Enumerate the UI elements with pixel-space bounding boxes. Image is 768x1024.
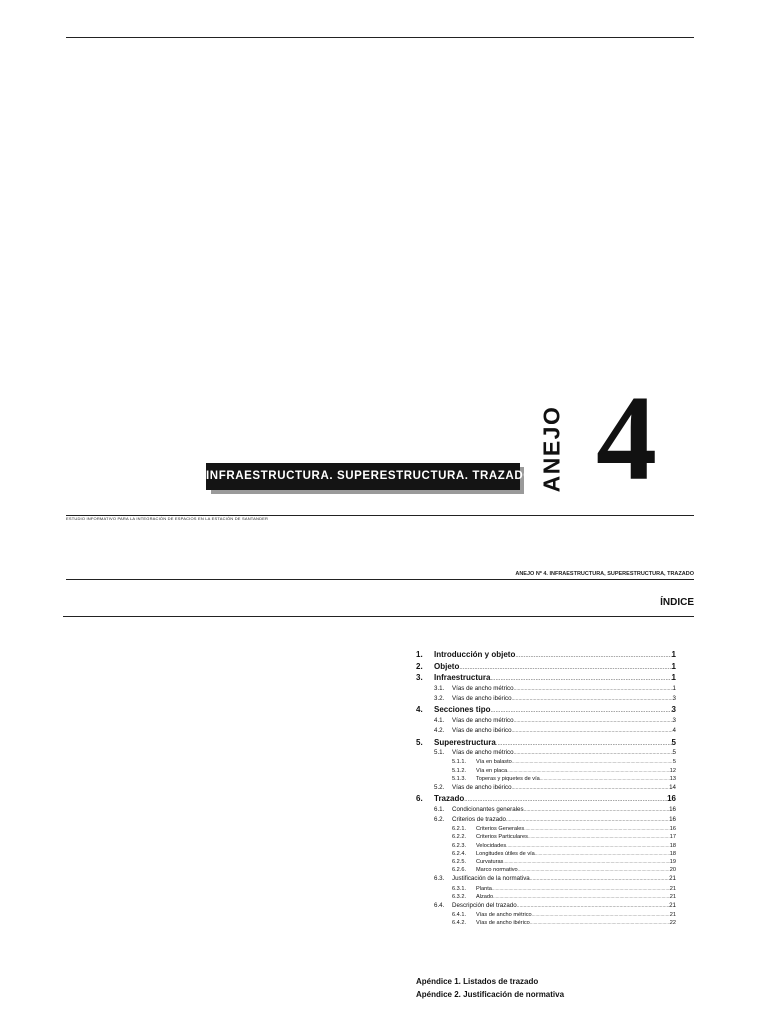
toc-leader-dots bbox=[532, 912, 670, 917]
toc-entry-number: 5.1.3. bbox=[452, 775, 466, 782]
toc-leader-dots bbox=[496, 741, 672, 747]
toc-entry-page: 1 bbox=[671, 661, 676, 671]
toc-leader-dots bbox=[528, 834, 670, 839]
toc-entry-number: 3. bbox=[416, 673, 423, 683]
toc-entry-number: 4.2. bbox=[434, 727, 445, 735]
toc-entry-title: Descripción del trazado bbox=[452, 901, 517, 909]
anejo-number: 4 bbox=[596, 371, 657, 506]
toc-entry-number: 6.2.3. bbox=[452, 842, 466, 849]
toc-entry[interactable] bbox=[416, 768, 676, 776]
toc-leader-dots bbox=[514, 750, 673, 756]
table-of-contents bbox=[416, 650, 676, 928]
anejo-label bbox=[538, 405, 565, 493]
toc-entry-page: 16 bbox=[669, 816, 676, 823]
toc-entry[interactable] bbox=[416, 776, 676, 784]
toc-entry-page: 16 bbox=[667, 794, 676, 804]
toc-entry-number: 6.2.6. bbox=[452, 867, 466, 874]
toc-entry[interactable] bbox=[416, 759, 676, 767]
toc-entry-title: Criterios de trazado bbox=[452, 816, 506, 823]
toc-entry-number: 5.1. bbox=[434, 749, 445, 757]
toc-entry[interactable] bbox=[416, 894, 676, 902]
toc-entry[interactable] bbox=[416, 738, 676, 750]
toc-leader-dots bbox=[507, 768, 670, 773]
toc-entry[interactable] bbox=[416, 886, 676, 894]
toc-entry[interactable] bbox=[416, 826, 676, 834]
toc-entry-page: 18 bbox=[669, 842, 676, 849]
toc-entry-number: 6.4.1. bbox=[452, 912, 466, 919]
appendix-2-entry[interactable]: Apéndice 2. Justificación de normativa bbox=[416, 990, 565, 999]
toc-leader-dots bbox=[512, 785, 670, 791]
toc-leader-dots bbox=[493, 894, 670, 899]
index-heading-rule bbox=[63, 616, 694, 617]
toc-entry-title: Velocidades bbox=[476, 842, 507, 849]
toc-entry-page: 5 bbox=[671, 737, 676, 747]
toc-entry-title: Criterios Particulares bbox=[476, 834, 528, 841]
toc-entry[interactable] bbox=[416, 673, 676, 685]
toc-entry-title: Vías de ancho métrico bbox=[452, 717, 514, 725]
toc-entry-title: Superestructura bbox=[434, 737, 496, 747]
toc-entry-title: Vías de ancho métrico bbox=[452, 749, 514, 757]
toc-entry-title: Condicionantes generales bbox=[452, 805, 524, 813]
toc-entry-page: 21 bbox=[669, 893, 676, 900]
toc-leader-dots bbox=[492, 886, 670, 891]
toc-entry-page: 14 bbox=[669, 783, 676, 791]
toc-leader-dots bbox=[459, 665, 671, 671]
toc-entry-title: Vías de ancho ibérico bbox=[452, 695, 512, 703]
toc-entry-page: 3 bbox=[672, 717, 676, 725]
toc-leader-dots bbox=[514, 686, 673, 692]
toc-entry-number: 6.2. bbox=[434, 816, 445, 823]
toc-entry[interactable] bbox=[416, 662, 676, 674]
toc-entry-page: 16 bbox=[669, 826, 676, 833]
toc-leader-dots bbox=[518, 867, 670, 872]
toc-entry-page: 19 bbox=[669, 858, 676, 865]
toc-entry-number: 6.2.5. bbox=[452, 858, 466, 865]
toc-entry[interactable] bbox=[416, 695, 676, 705]
toc-entry-page: 5 bbox=[672, 749, 676, 757]
toc-leader-dots bbox=[490, 708, 671, 714]
top-rule bbox=[66, 37, 694, 38]
toc-entry-page: 1 bbox=[672, 685, 676, 693]
toc-entry-title: Marco normativo bbox=[476, 867, 518, 874]
toc-entry-title: Planta bbox=[476, 885, 492, 892]
toc-entry[interactable] bbox=[416, 875, 676, 885]
toc-entry-title: Trazado bbox=[434, 794, 465, 804]
running-head: ANEJO Nº 4. INFRAESTRUCTURA, SUPERESTRUCTURA, TRAZADO bbox=[515, 571, 694, 577]
toc-entry-number: 4.1. bbox=[434, 717, 445, 725]
toc-leader-dots bbox=[524, 826, 670, 831]
toc-entry[interactable] bbox=[416, 717, 676, 727]
toc-entry-title: Criterios Generales bbox=[476, 826, 525, 833]
toc-entry-number: 1. bbox=[416, 650, 423, 659]
toc-entry-title: Vía en balasto bbox=[476, 759, 512, 766]
toc-entry-page: 16 bbox=[669, 805, 676, 813]
appendix-1-entry[interactable]: Apéndice 1. Listados de trazado bbox=[416, 977, 539, 986]
toc-entry[interactable] bbox=[416, 859, 676, 867]
toc-leader-dots bbox=[506, 843, 670, 848]
toc-entry-page: 12 bbox=[669, 767, 676, 774]
toc-entry-number: 6.4. bbox=[434, 901, 445, 909]
toc-entry-page: 3 bbox=[671, 705, 676, 715]
toc-entry-number: 6.1. bbox=[434, 805, 445, 813]
toc-leader-dots bbox=[512, 696, 673, 702]
toc-entry-page: 5 bbox=[672, 759, 676, 766]
toc-entry-number: 3.1. bbox=[434, 685, 445, 693]
toc-entry-title: Justificación de la normativa bbox=[452, 875, 530, 883]
toc-leader-dots bbox=[464, 797, 667, 803]
toc-entry-number: 3.2. bbox=[434, 695, 445, 703]
toc-entry[interactable] bbox=[416, 867, 676, 875]
toc-entry-number: 6.4.2. bbox=[452, 920, 466, 927]
toc-leader-dots bbox=[524, 807, 670, 813]
toc-leader-dots bbox=[517, 903, 669, 909]
toc-leader-dots bbox=[535, 851, 670, 856]
toc-entry-title: Alzado bbox=[476, 893, 494, 900]
toc-entry-number: 5.1.1. bbox=[452, 759, 466, 766]
toc-entry[interactable] bbox=[416, 843, 676, 851]
toc-entry-number: 5. bbox=[416, 737, 423, 747]
toc-leader-dots bbox=[490, 676, 671, 682]
toc-leader-dots bbox=[506, 817, 669, 823]
toc-entry-number: 6.2.4. bbox=[452, 850, 466, 857]
toc-leader-dots bbox=[512, 759, 673, 764]
anejo-label-text: ANEJO bbox=[538, 405, 565, 493]
toc-entry-page: 18 bbox=[669, 850, 676, 857]
toc-entry-title: Longitudes útiles de vía bbox=[476, 850, 535, 857]
toc-entry-page: 3 bbox=[672, 695, 676, 703]
toc-entry-number: 6. bbox=[416, 794, 423, 804]
toc-entry[interactable] bbox=[416, 685, 676, 695]
toc-entry-number: 5.2. bbox=[434, 783, 445, 791]
toc-leader-dots bbox=[512, 728, 673, 734]
toc-entry[interactable] bbox=[416, 920, 676, 928]
toc-entry[interactable] bbox=[416, 902, 676, 912]
toc-entry[interactable] bbox=[416, 912, 676, 920]
toc-entry-number: 6.3.1. bbox=[452, 885, 466, 892]
toc-entry-title: Vías de ancho ibérico bbox=[452, 727, 512, 735]
toc-entry-page: 22 bbox=[669, 920, 676, 927]
toc-entry[interactable] bbox=[416, 705, 676, 717]
toc-entry[interactable] bbox=[416, 834, 676, 842]
running-head-rule bbox=[66, 579, 694, 580]
toc-entry[interactable] bbox=[416, 816, 676, 826]
toc-leader-dots bbox=[540, 776, 670, 781]
index-heading: ÍNDICE bbox=[660, 597, 694, 608]
toc-entry-title: Vías de ancho ibérico bbox=[452, 783, 512, 791]
toc-entry-title: Vías de ancho métrico bbox=[452, 685, 514, 693]
toc-entry-page: 21 bbox=[669, 875, 676, 883]
toc-entry-number: 6.2.1. bbox=[452, 826, 466, 833]
toc-entry-page: 17 bbox=[669, 834, 676, 841]
toc-entry-number: 2. bbox=[416, 661, 423, 671]
toc-entry-number: 6.2.2. bbox=[452, 834, 466, 841]
toc-entry-title: Toperas y piquetes de vía bbox=[476, 775, 540, 782]
toc-entry-title: Infraestructura bbox=[434, 673, 491, 683]
toc-entry-page: 4 bbox=[672, 727, 676, 735]
toc-entry[interactable] bbox=[416, 794, 676, 806]
toc-entry-title: Vías de ancho métrico bbox=[476, 912, 532, 919]
toc-entry-page: 1 bbox=[671, 650, 676, 659]
toc-entry-page: 13 bbox=[669, 775, 676, 782]
toc-entry-title: Curvaturas bbox=[476, 858, 504, 865]
toc-leader-dots bbox=[530, 920, 670, 925]
toc-entry[interactable] bbox=[416, 749, 676, 759]
toc-entry[interactable] bbox=[416, 806, 676, 816]
toc-entry-page: 20 bbox=[669, 867, 676, 874]
toc-entry-page: 21 bbox=[669, 901, 676, 909]
toc-entry-number: 5.1.2. bbox=[452, 767, 466, 774]
toc-entry[interactable] bbox=[416, 650, 676, 662]
toc-entry-title: Introducción y objeto bbox=[434, 650, 516, 659]
toc-entry[interactable] bbox=[416, 851, 676, 859]
toc-entry-page: 21 bbox=[669, 885, 676, 892]
toc-entry-title: Secciones tipo bbox=[434, 705, 491, 715]
toc-entry-page: 21 bbox=[669, 912, 676, 919]
toc-entry-title: Objeto bbox=[434, 661, 460, 671]
toc-entry-number: 4. bbox=[416, 705, 423, 715]
toc-leader-dots bbox=[515, 653, 671, 659]
toc-leader-dots bbox=[514, 718, 673, 724]
toc-entry[interactable] bbox=[416, 784, 676, 794]
toc-entry-number: 6.3.2. bbox=[452, 893, 466, 900]
toc-entry-page: 1 bbox=[671, 673, 676, 683]
toc-entry-title: Vía en placa bbox=[476, 767, 508, 774]
cover-title: INFRAESTRUCTURA. SUPERESTRUCTURA. TRAZADO bbox=[206, 463, 520, 490]
toc-leader-dots bbox=[530, 876, 669, 882]
study-title-line: ESTUDIO INFORMATIVO PARA LA INTEGRACIÓN DE ESPACIOS EN LA ESTACIÓN DE SANTANDER bbox=[66, 516, 269, 521]
toc-leader-dots bbox=[503, 859, 669, 864]
toc-entry-title: Vías de ancho ibérico bbox=[476, 920, 530, 927]
toc-entry[interactable] bbox=[416, 727, 676, 737]
toc-entry-number: 6.3. bbox=[434, 875, 445, 883]
